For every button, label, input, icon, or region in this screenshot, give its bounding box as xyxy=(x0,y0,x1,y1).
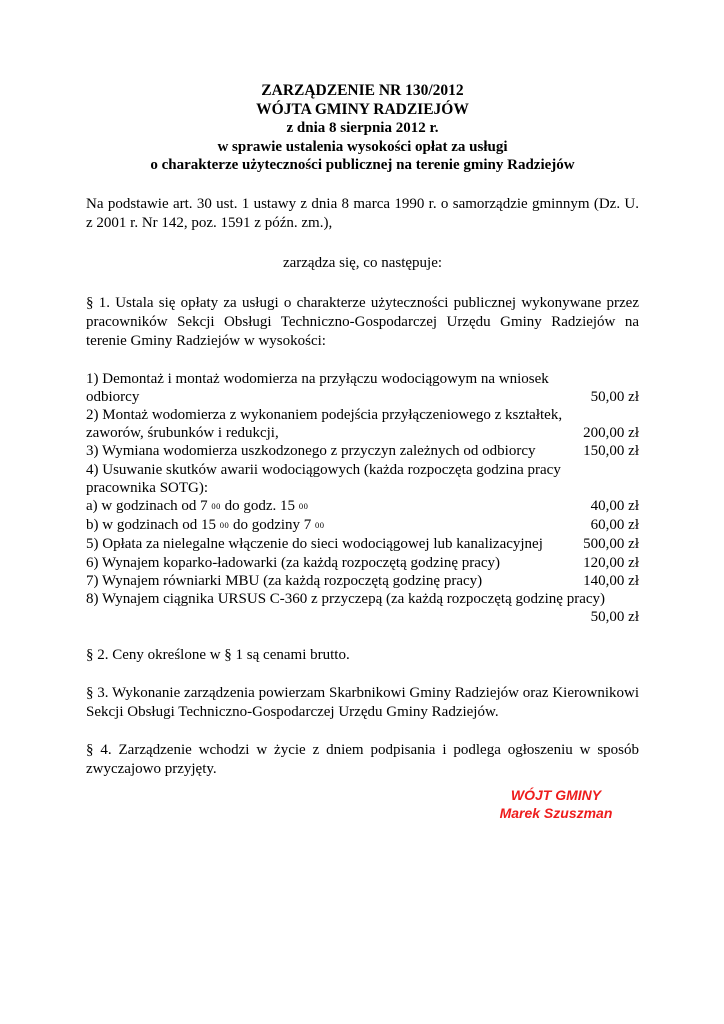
fee-item-7-text: 7) Wynajem równiarki MBU (za każdą rozpoczętą godzinę pracy) xyxy=(86,572,483,589)
document-page xyxy=(86,82,639,779)
section-2: § 2. Ceny określone w § 1 są cenami brutto. xyxy=(86,647,350,664)
signature-title: WÓJT GMINY xyxy=(510,787,602,803)
section-3: § 3. Wykonanie zarządzenia powierzam Skarbnikowi Gminy Radziejów oraz Kierownikowi Sekcji Obsługi Techniczno-Gospodarczej Urzędu Gminy Radziejów. xyxy=(86,685,639,721)
fee-item-4a-part-2: do godz. 15 xyxy=(220,497,296,514)
fee-item-5 xyxy=(86,535,639,553)
fee-item-1 xyxy=(86,388,639,406)
fee-item-1-line-2: odbiorcy xyxy=(86,388,140,405)
fee-item-7 xyxy=(86,572,639,590)
fee-item-4a-part-1: a) w godzinach od 7 xyxy=(86,497,208,514)
fee-item-4a xyxy=(86,497,639,516)
fee-item-4b-sup-1: 00 xyxy=(219,520,230,531)
fee-item-4a-price: 40,00 zł xyxy=(590,497,639,514)
fee-item-6 xyxy=(86,554,639,572)
document-header xyxy=(86,82,639,175)
issuer: WÓJTA GMINY RADZIEJÓW xyxy=(256,100,469,118)
fee-item-2 xyxy=(86,424,639,442)
subject-line-1: w sprawie ustalenia wysokości opłat za usługi xyxy=(217,138,508,155)
fee-list xyxy=(86,370,639,627)
fee-item-4a-sup-1: 00 xyxy=(211,500,221,511)
fee-item-3-text: 3) Wymiana wodomierza uszkodzonego z przyczyn zależnych od odbiorcy xyxy=(86,443,536,460)
fee-item-8-text: 8) Wynajem ciągnika URSUS C-360 z przyczepą (za każdą rozpoczętą godzinę pracy) xyxy=(86,590,606,607)
fee-item-4-line-1: 4) Usuwanie skutków awarii wodociągowych (każda rozpoczęta godzina pracy xyxy=(86,461,561,478)
decree-statement: zarządza się, co następuje: xyxy=(282,254,443,271)
fee-item-3-price: 150,00 zł xyxy=(583,443,639,460)
fee-item-2-line-2: zaworów, śrubunków i redukcji, xyxy=(86,425,279,442)
fee-item-5-text: 5) Opłata za nielegalne włączenie do sieci wodociągowej lub kanalizacyjnej xyxy=(86,536,543,553)
signature-name: Marek Szuszman xyxy=(499,805,613,821)
fee-item-4a-text xyxy=(86,497,308,516)
fee-item-4b xyxy=(86,516,639,535)
fee-item-5-price: 500,00 zł xyxy=(583,536,639,553)
document-title: ZARZĄDZENIE NR 130/2012 xyxy=(261,82,464,99)
section-4: § 4. Zarządzenie wchodzi w życie z dniem podpisania i podlega ogłoszeniu w sposób zwyczajowo przyjęty. xyxy=(86,742,639,778)
fee-item-4b-sup-2: 00 xyxy=(315,520,325,531)
signature-block xyxy=(486,786,626,822)
subject-line-2: o charakterze użyteczności publicznej na terenie gminy Radziejów xyxy=(150,157,575,173)
fee-item-1-line-1: 1) Demontaż i montaż wodomierza na przyłączu wodociągowym na wniosek xyxy=(86,370,549,387)
fee-item-4b-price: 60,00 zł xyxy=(590,517,639,534)
fee-item-7-price: 140,00 zł xyxy=(583,572,639,589)
fee-item-2-line-1: 2) Montaż wodomierza z wykonaniem podejścia przyłączeniowego z kształtek, xyxy=(86,406,563,423)
fee-item-2-price: 200,00 zł xyxy=(583,425,639,442)
fee-item-6-price: 120,00 zł xyxy=(583,554,639,571)
section-1: § 1. Ustala się opłaty za usługi o charakterze użyteczności publicznej wykonywane przez pracowników Sekcji Obsługi Techniczno-Gospodarczej Urzędu Gminy Radziejów na terenie Gminy Radziejów w wysokości: xyxy=(86,294,639,349)
fee-item-4b-part-2: do godziny 7 xyxy=(229,517,312,534)
fee-item-4-line-2: pracownika SOTG): xyxy=(86,479,209,496)
document-date: z dnia 8 sierpnia 2012 r. xyxy=(286,120,439,136)
legal-basis: Na podstawie art. 30 ust. 1 ustawy z dnia 8 marca 1990 r. o samorządzie gminnym (Dz. U. z 2001 r. Nr 142, poz. 1591 z późn. zm.), xyxy=(86,195,639,231)
fee-item-4b-text xyxy=(86,516,325,535)
fee-item-4b-part-1: b) w godzinach od 15 xyxy=(86,517,216,534)
fee-item-8 xyxy=(86,608,639,626)
fee-item-8-price: 50,00 zł xyxy=(590,609,639,626)
fee-item-4a-sup-2: 00 xyxy=(298,500,309,511)
fee-item-6-text: 6) Wynajem koparko-ładowarki (za każdą rozpoczętą godzinę pracy) xyxy=(86,554,501,571)
fee-item-3 xyxy=(86,442,639,460)
fee-item-1-price: 50,00 zł xyxy=(590,388,639,405)
